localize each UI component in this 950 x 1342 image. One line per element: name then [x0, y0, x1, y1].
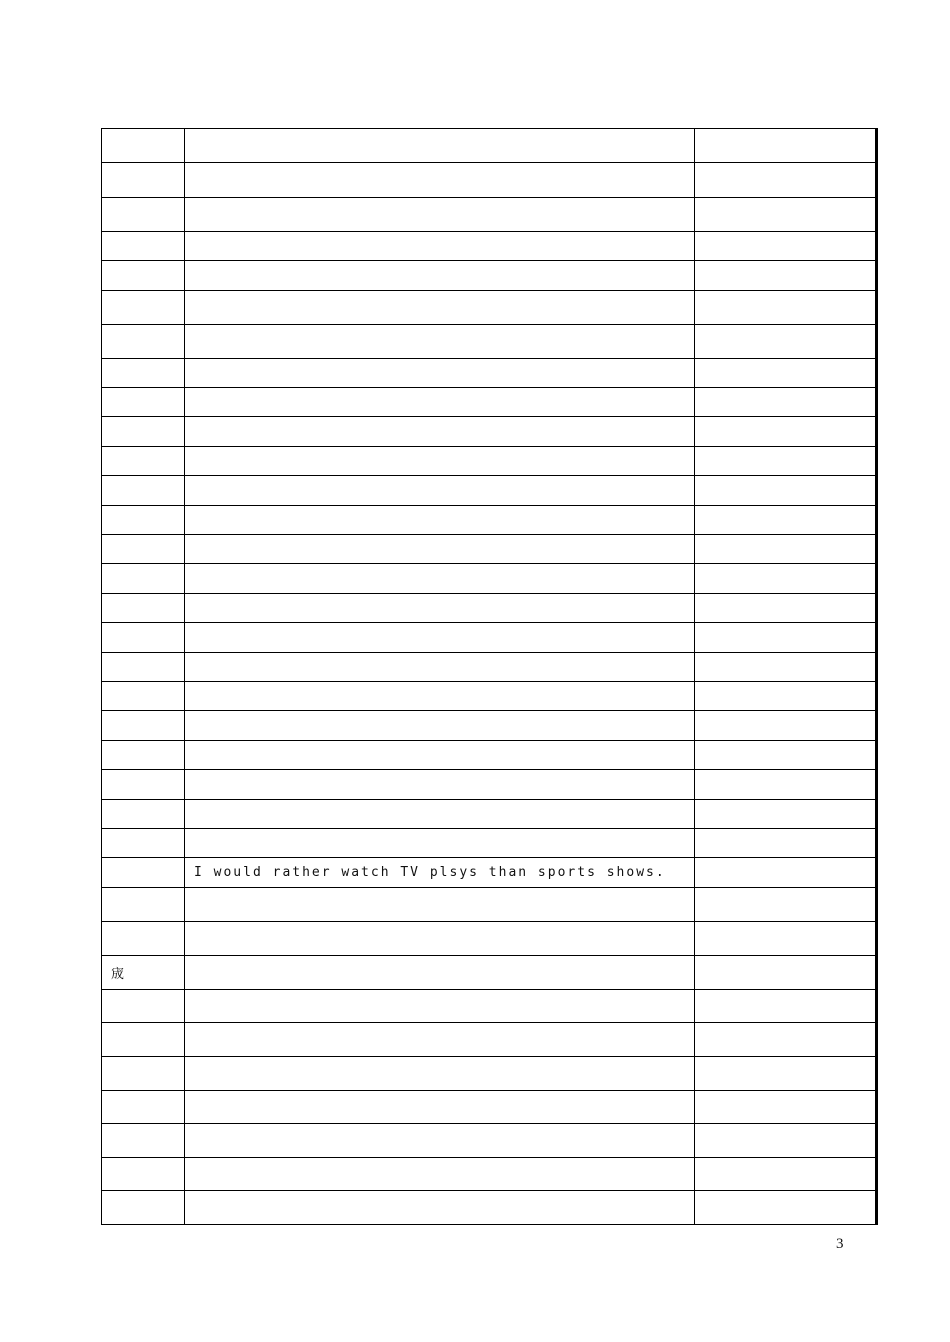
table-row [102, 741, 877, 770]
sentence-cell [185, 325, 695, 359]
sentence-cell: I would rather watch TV plsys than sports shows. [185, 858, 695, 888]
sentence-cell [185, 653, 695, 682]
name-cell [102, 800, 185, 829]
name-cell [102, 535, 185, 564]
sentence-cell [185, 770, 695, 800]
table-row [102, 1023, 877, 1057]
sentence-cell [185, 447, 695, 476]
sentence-cell [185, 535, 695, 564]
name-cell [102, 858, 185, 888]
table-row [102, 388, 877, 417]
score-cell [695, 1023, 877, 1057]
name-cell [102, 711, 185, 741]
score-cell [695, 198, 877, 232]
table-row [102, 1057, 877, 1091]
table-row [102, 261, 877, 291]
table-row [102, 476, 877, 506]
name-cell [102, 623, 185, 653]
name-cell [102, 653, 185, 682]
name-cell [102, 232, 185, 261]
name-cell [102, 1158, 185, 1191]
name-cell [102, 888, 185, 922]
score-cell [695, 888, 877, 922]
score-cell [695, 990, 877, 1023]
sentence-cell [185, 129, 695, 163]
score-cell [695, 623, 877, 653]
sentence-cell [185, 359, 695, 388]
table-row [102, 163, 877, 198]
score-cell [695, 1091, 877, 1124]
name-cell [102, 506, 185, 535]
name-cell [102, 447, 185, 476]
score-cell [695, 417, 877, 447]
score-cell [695, 922, 877, 956]
sentence-cell [185, 888, 695, 922]
sentence-cell [185, 564, 695, 594]
score-cell [695, 261, 877, 291]
sentence-cell [185, 417, 695, 447]
sentence-cell [185, 800, 695, 829]
sentence-table [101, 128, 878, 1225]
sentence-cell [185, 1057, 695, 1091]
table-row [102, 829, 877, 858]
sentence-cell [185, 198, 695, 232]
sentence-cell [185, 1091, 695, 1124]
table-row [102, 417, 877, 447]
score-cell [695, 535, 877, 564]
table-row [102, 129, 877, 163]
name-cell [102, 1091, 185, 1124]
sentence-cell [185, 506, 695, 535]
sentence-cell [185, 163, 695, 198]
score-cell [695, 711, 877, 741]
name-cell [102, 564, 185, 594]
table-row [102, 564, 877, 594]
score-cell [695, 1158, 877, 1191]
table-row [102, 1191, 877, 1225]
table-row [102, 956, 877, 990]
name-cell [102, 990, 185, 1023]
name-cell [102, 1124, 185, 1158]
score-cell [695, 506, 877, 535]
table-row [102, 506, 877, 535]
table-row [102, 198, 877, 232]
table-row [102, 594, 877, 623]
sentence-cell [185, 232, 695, 261]
sentence-cell [185, 956, 695, 990]
table-row [102, 325, 877, 359]
score-cell [695, 388, 877, 417]
sentence-cell [185, 741, 695, 770]
score-cell [695, 564, 877, 594]
sentence-cell [185, 623, 695, 653]
score-cell [695, 800, 877, 829]
score-cell [695, 163, 877, 198]
table-row [102, 682, 877, 711]
score-cell [695, 1191, 877, 1225]
name-cell [102, 476, 185, 506]
sentence-cell [185, 476, 695, 506]
table-row [102, 1158, 877, 1191]
score-cell [695, 682, 877, 711]
sentence-cell [185, 261, 695, 291]
sentence-cell [185, 922, 695, 956]
table-row [102, 447, 877, 476]
table-row [102, 888, 877, 922]
score-cell [695, 291, 877, 325]
name-cell [102, 1023, 185, 1057]
name-cell [102, 417, 185, 447]
name-cell [102, 163, 185, 198]
sentence-cell [185, 1158, 695, 1191]
sentence-cell [185, 682, 695, 711]
name-cell [102, 922, 185, 956]
page-number: 3 [836, 1236, 844, 1252]
name-cell [102, 359, 185, 388]
name-cell [102, 1057, 185, 1091]
table-row [102, 291, 877, 325]
name-cell [102, 594, 185, 623]
table-row [102, 653, 877, 682]
sentence-cell [185, 388, 695, 417]
name-cell [102, 388, 185, 417]
sentence-cell [185, 1124, 695, 1158]
name-cell: 宬 [102, 956, 185, 990]
table-row [102, 1091, 877, 1124]
name-cell [102, 325, 185, 359]
score-cell [695, 476, 877, 506]
score-cell [695, 594, 877, 623]
table-row [102, 232, 877, 261]
score-cell [695, 1057, 877, 1091]
name-cell [102, 261, 185, 291]
table-row [102, 800, 877, 829]
name-cell [102, 291, 185, 325]
table-row [102, 990, 877, 1023]
score-cell [695, 447, 877, 476]
sentence-cell [185, 1023, 695, 1057]
table-row [102, 535, 877, 564]
table-row [102, 711, 877, 741]
score-cell [695, 956, 877, 990]
table-row [102, 770, 877, 800]
sentence-cell [185, 594, 695, 623]
score-cell [695, 829, 877, 858]
name-cell [102, 1191, 185, 1225]
name-cell [102, 741, 185, 770]
score-cell [695, 741, 877, 770]
sentence-cell [185, 711, 695, 741]
table-row [102, 1124, 877, 1158]
score-cell [695, 325, 877, 359]
table-row [102, 623, 877, 653]
score-cell [695, 858, 877, 888]
score-cell [695, 770, 877, 800]
table-row [102, 858, 877, 888]
score-cell [695, 232, 877, 261]
sentence-cell [185, 1191, 695, 1225]
name-cell [102, 770, 185, 800]
sentence-cell [185, 291, 695, 325]
score-cell [695, 129, 877, 163]
name-cell [102, 829, 185, 858]
score-cell [695, 1124, 877, 1158]
name-cell [102, 129, 185, 163]
table-row [102, 922, 877, 956]
score-cell [695, 653, 877, 682]
name-cell [102, 198, 185, 232]
sentence-cell [185, 990, 695, 1023]
table-row [102, 359, 877, 388]
name-cell [102, 682, 185, 711]
score-cell [695, 359, 877, 388]
sentence-cell [185, 829, 695, 858]
